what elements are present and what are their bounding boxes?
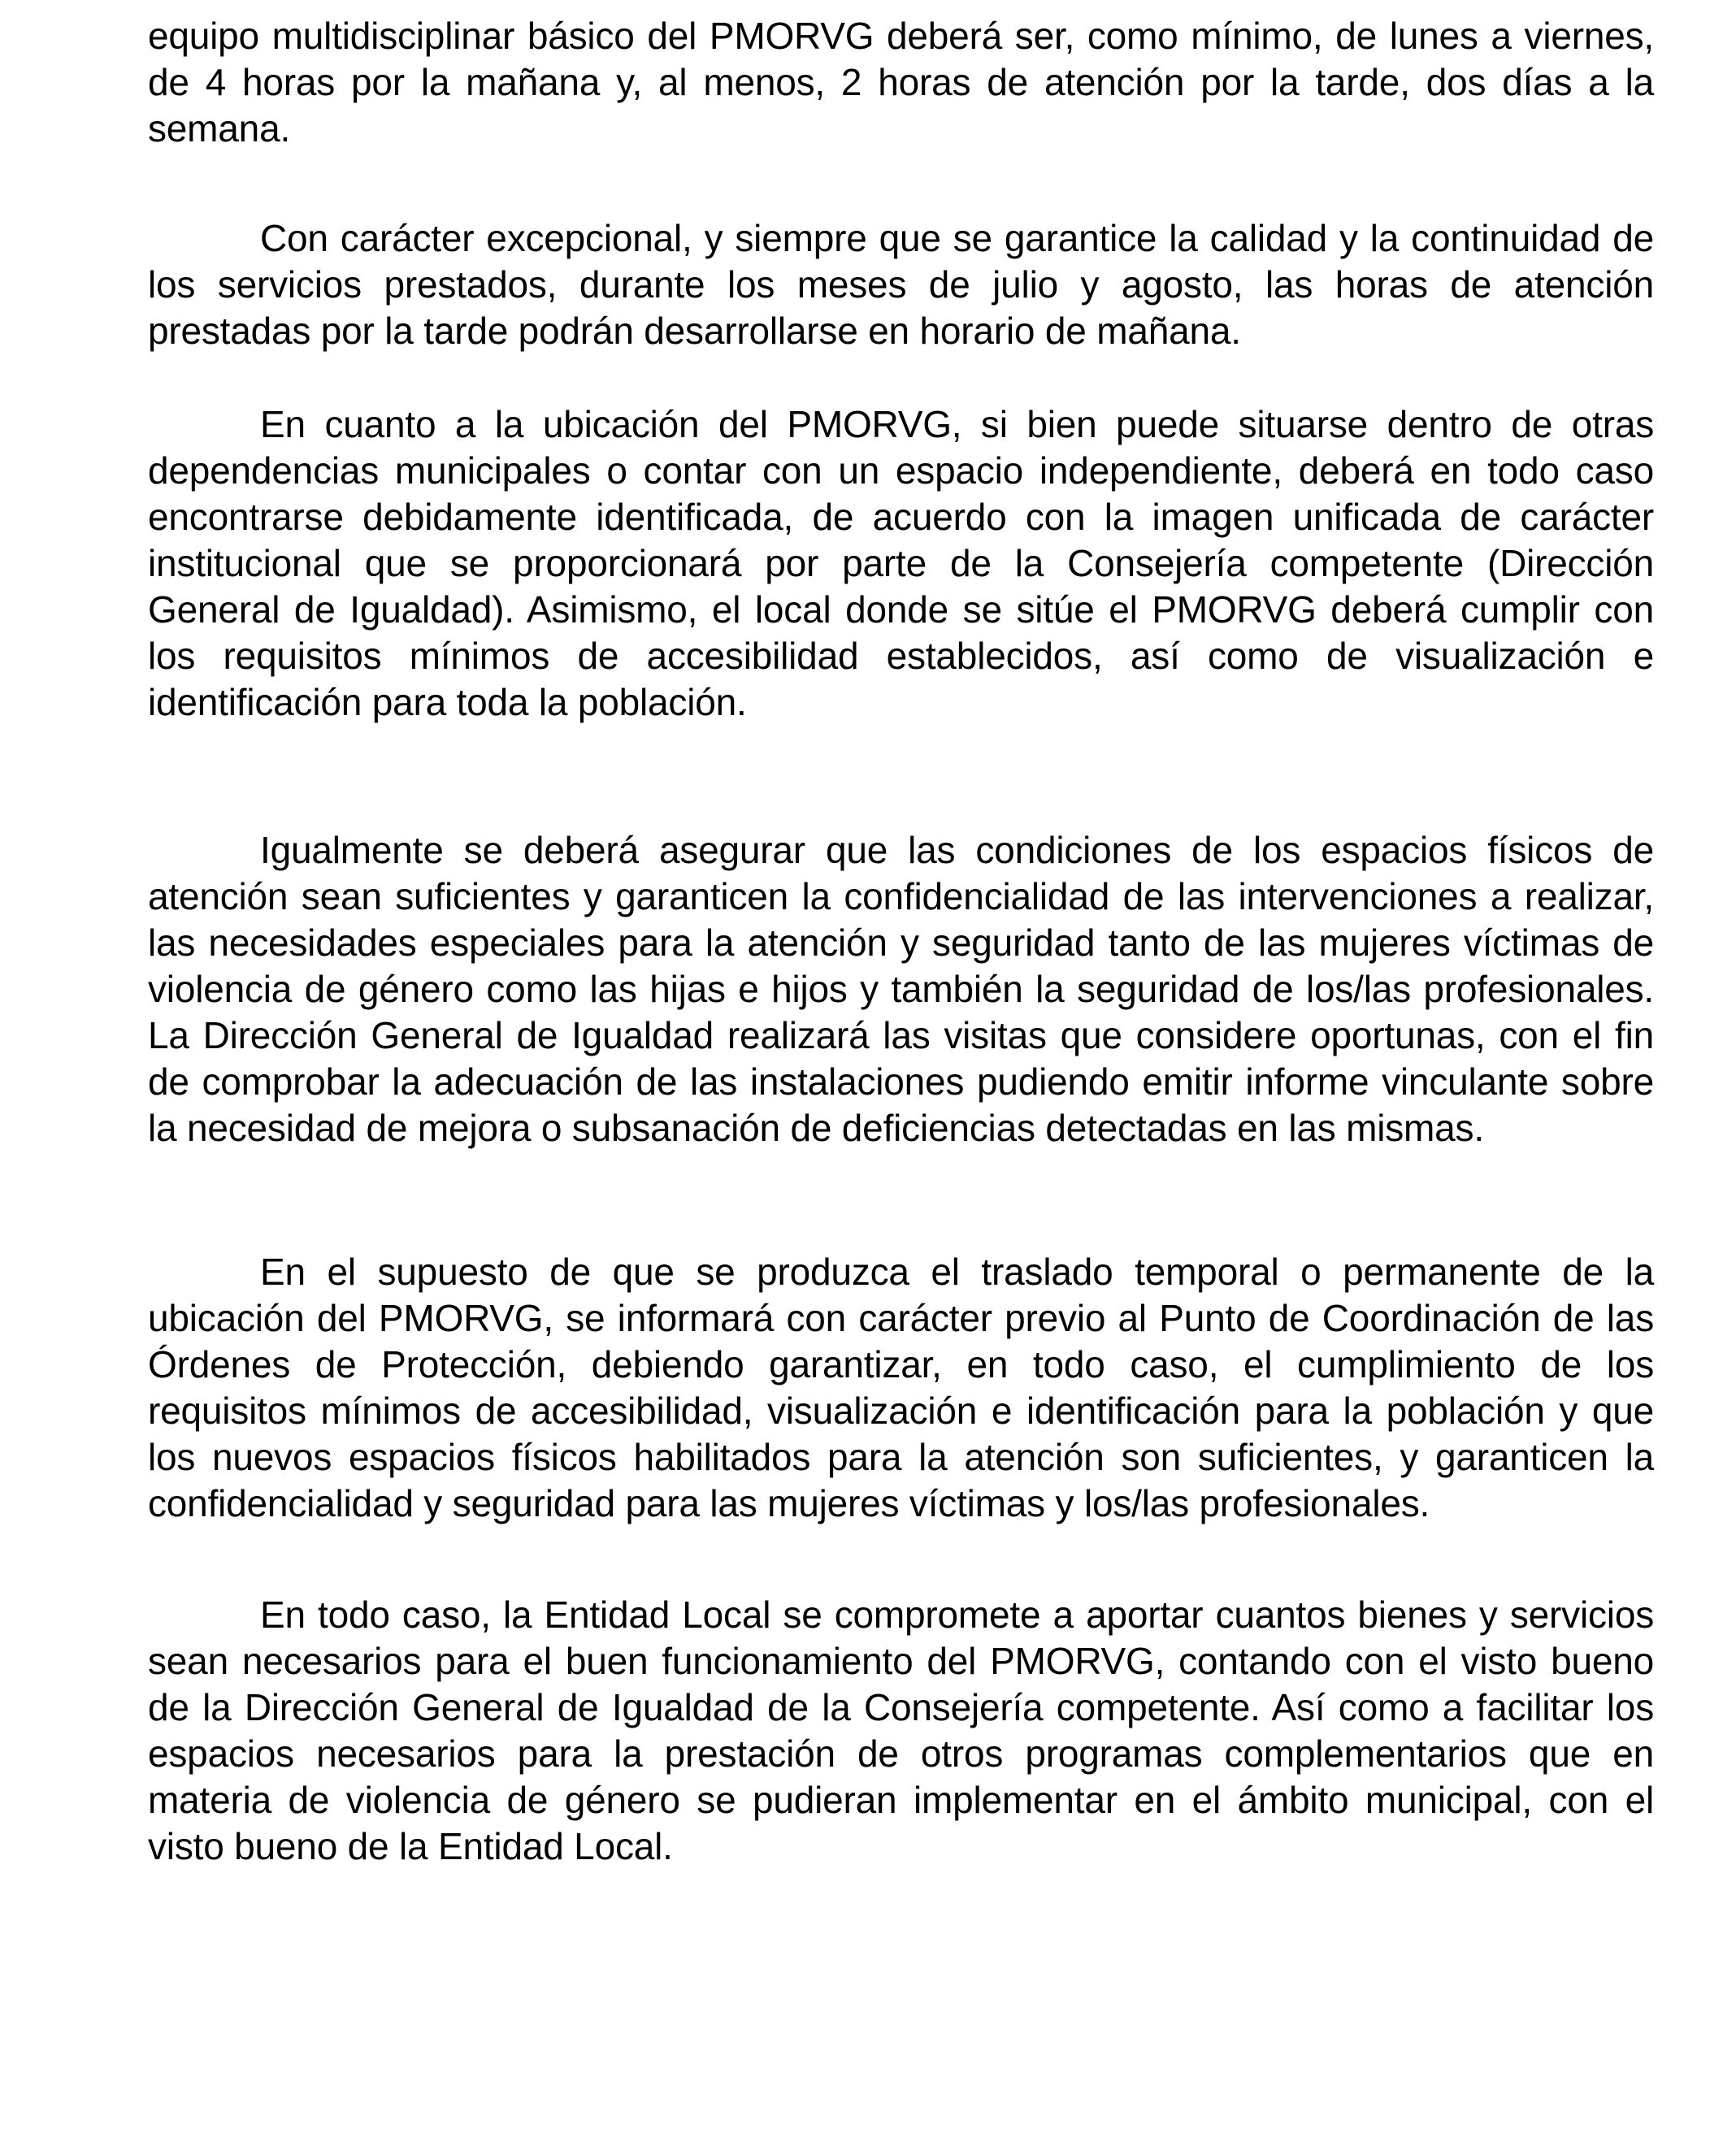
paragraph-1: equipo multidisciplinar básico del PMORVG deberá ser, como mínimo, de lunes a viernes, de 4 horas por la mañana y, al menos, 2 horas de atención por la tarde, dos días a la semana. xyxy=(148,15,1654,150)
paragraph-6: En todo caso, la Entidad Local se compromete a aportar cuantos bienes y servicios sean necesarios para el buen funcionamiento del PMORVG, contando con el visto bueno de la Dirección General de Igualdad de la Consejería competente. Así como a facilitar los espacios necesarios para la prestación de otros programas complementarios que en materia de violencia de género se pudieran implementar en el ámbito municipal, con el visto bueno de la Entidad Local. xyxy=(148,1593,1654,1867)
paragraph-3: En cuanto a la ubicación del PMORVG, si bien puede situarse dentro de otras dependencias municipales o contar con un espacio independiente, deberá en todo caso encontrarse debidamente identificada, de acuerdo con la imagen unificada de carácter institucional que se proporcionará por parte de la Consejería competente (Dirección General de Igualdad). Asimismo, el local donde se sitúe el PMORVG deberá cumplir con los requisitos mínimos de accesibilidad establecidos, así como de visualización e identificación para toda la población. xyxy=(148,403,1654,723)
paragraph-2: Con carácter excepcional, y siempre que se garantice la calidad y la continuidad de los servicios prestados, durante los meses de julio y agosto, las horas de atención prestadas por la tarde podrán desarrollarse en horario de mañana. xyxy=(148,217,1654,352)
paragraph-4: Igualmente se deberá asegurar que las condiciones de los espacios físicos de atención sean suficientes y garanticen la confidencialidad de las intervenciones a realizar, las necesidades especiales para la atención y seguridad tanto de las mujeres víctimas de violencia de género como las hijas e hijos y también la seguridad de los/las profesionales. La Dirección General de Igualdad realizará las visitas que considere oportunas, con el fin de comprobar la adecuación de las instalaciones pudiendo emitir informe vinculante sobre la necesidad de mejora o subsanación de deficiencias detectadas en las mismas. xyxy=(148,829,1654,1149)
paragraph-5: En el supuesto de que se produzca el traslado temporal o permanente de la ubicación del PMORVG, se informará con carácter previo al Punto de Coordinación de las Órdenes de Protección, debiendo garantizar, en todo caso, el cumplimiento de los requisitos mínimos de accesibilidad, visualización e identificación para la población y que los nuevos espacios físicos habilitados para la atención son suficientes, y garanticen la confidencialidad y seguridad para las mujeres víctimas y los/las profesionales. xyxy=(148,1251,1654,1524)
